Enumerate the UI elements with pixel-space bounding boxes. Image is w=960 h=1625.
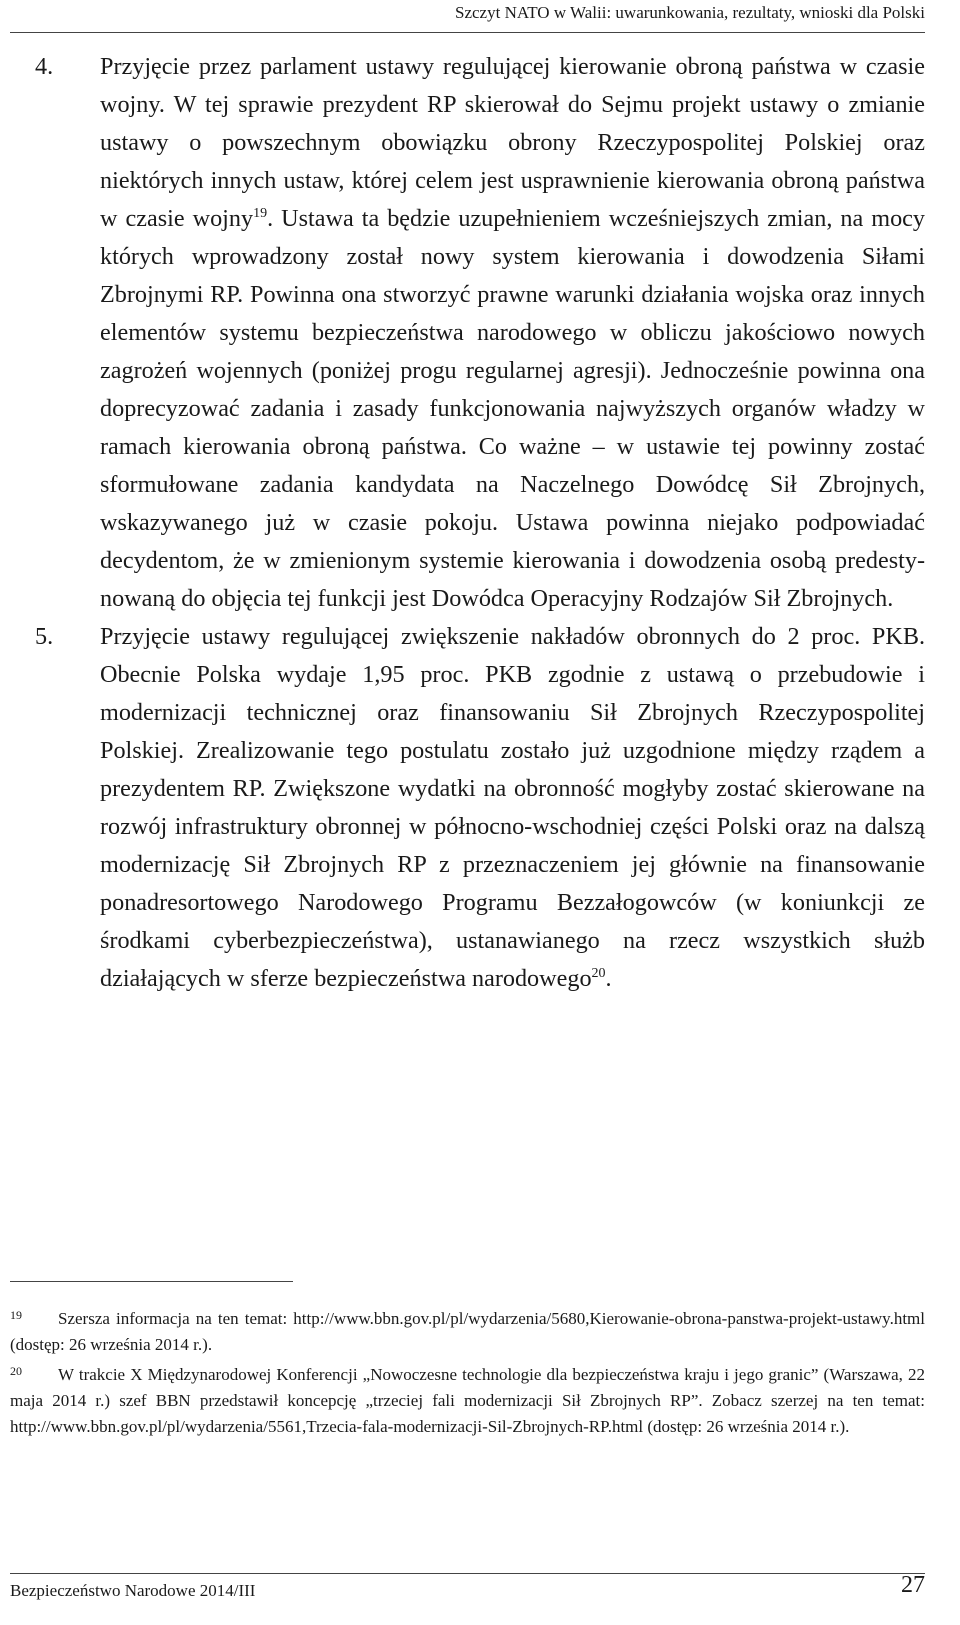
footnote-ref: 20 (591, 965, 606, 981)
running-title: Szczyt NATO w Walii: uwarunkowania, rezultaty, wnioski dla Polski (455, 3, 925, 22)
footnote (10, 1302, 925, 1358)
list-item (35, 48, 925, 618)
footnote-rule (10, 1281, 293, 1282)
footnote-ref: 19 (253, 205, 268, 221)
footnote-number: 20 (10, 1364, 22, 1378)
footnotes (10, 1302, 925, 1440)
footnote-text: W trakcie X Międzynarodowej Konferencji „Nowoczesne technologie dla bezpieczeństwa kraju i jego granic” (Warszawa, 22 maja 2014 r.) szef BBN przedstawił koncepcję „trzeciej fali modernizacji Sił Zbrojnych RP”. Zobacz szerzej na ten temat: http://www.bbn.gov.pl/pl/wydarzenia/5561,Trzecia-fala-modernizacji-Sil-Zbrojnych-RP.html (dostęp: 26 września 2014 r.). (10, 1365, 925, 1436)
list-item-number: 5. (35, 623, 54, 650)
page-number: 27 (901, 1572, 925, 1598)
list-item-text (100, 48, 925, 618)
list-item-text (100, 618, 925, 998)
paragraph-text: Przyjęcie ustawy regulującej zwiększenie nakładów obronnych do 2 proc. PKB. Obecnie Polska wydaje 1,95 proc. PKB zgodnie z ustawą o przebudowie i modernizacji technicznej oraz finansowaniu Sił Zbrojnych Rzeczypospolitej Polskiej. Zrealizowanie tego postulatu zostało już uzgodnione między rządem a prezydentem RP. Zwiększone wydatki na obronność mogłyby zostać skierowane na rozwój infrastruktury obronnej w północno-wschodniej części Polski oraz na dalszą modernizację Sił Zbrojnych RP z przeznaczeniem jej głównie na finansowanie ponadresortowego Narodowego Programu Bezzałogowców (w koniunkcji ze środkami cyberbezpieczeństwa), ustanawianego na rzecz wszystkich służb działających w sferze bezpieczeństwa narodowego (100, 623, 925, 992)
main-text (35, 48, 925, 998)
footnote-number: 19 (10, 1308, 22, 1322)
footnote-text: Szersza informacja na ten temat: http://www.bbn.gov.pl/pl/wydarzenia/5680,Kierowanie-obrona-panstwa-projekt-ustawy.html (dostęp: 26 września 2014 r.). (10, 1309, 925, 1354)
footnote (10, 1358, 925, 1440)
list-item-number: 4. (35, 53, 54, 80)
header-rule (10, 32, 925, 33)
footer-rule (10, 1573, 925, 1574)
list-item (35, 618, 925, 998)
paragraph-text: Przyjęcie przez parlament ustawy regulującej kierowanie obroną państwa w czasie wojny. W tej sprawie prezydent RP skierował do Sejmu projekt ustawy o zmianie ustawy o powszechnym obowiązku obrony Rzeczypospolitej Polskiej oraz niektórych innych ustaw, której celem jest usprawnienie kierowania obroną państwa w czasie wojny (100, 53, 925, 232)
paragraph-text: . Ustawa ta będzie uzupełnieniem wcześniejszych zmian, na mocy których wprowadzony został nowy system kierowania i dowodzenia Siłami Zbrojnymi RP. Powinna ona stworzyć prawne warunki działania wojska oraz innych elementów systemu bezpieczeństwa narodowego w obliczu jakościowo nowych zagrożeń wojennych (poniżej progu regularnej agresji). Jednocześnie powinna ona doprecyzować zadania i zasady funkcjonowania najwyższych organów władzy w ramach kierowania obroną państwa. Co ważne – w ustawie tej powinny zostać sformułowane zadania kandydata na Naczelnego Dowódcę Sił Zbrojnych, wskazywanego już w czasie pokoju. Ustawa powinna niejako podpowiadać decydentom, że w zmienionym systemie kierowania i dowodzenia osobą predestynowaną do objęcia tej funkcji jest Dowódca Operacyjny Rodzajów Sił Zbrojnych. (100, 205, 925, 612)
paragraph-text: . (605, 965, 612, 992)
journal-title: Bezpieczeństwo Narodowe 2014/III (10, 1581, 256, 1600)
